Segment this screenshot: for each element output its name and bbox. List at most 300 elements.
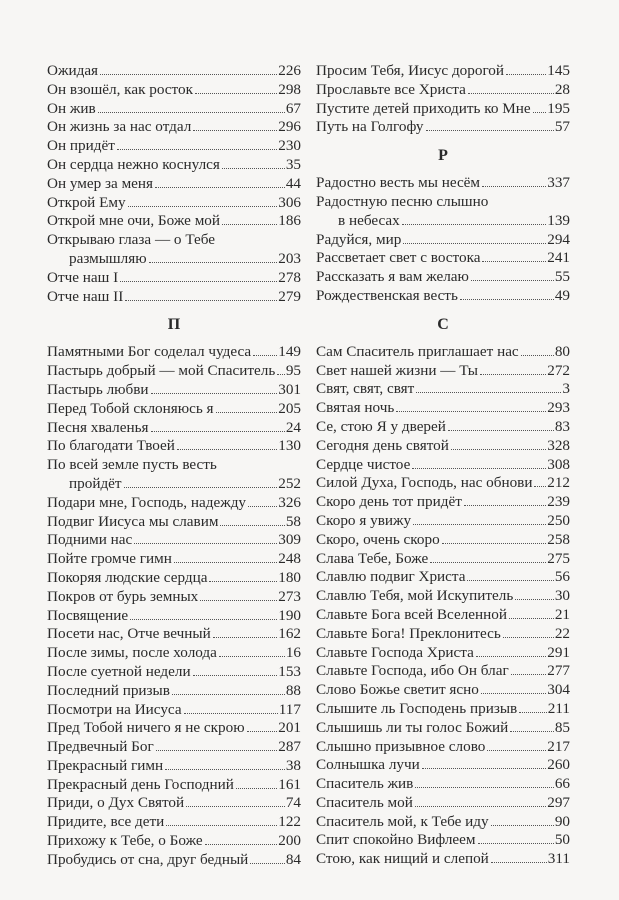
entry-title: Силой Духа, Господь, нас обнови [316,474,533,492]
dot-leader [248,506,277,507]
index-entry [316,474,570,493]
index-entry [316,418,570,437]
entry-title: Придите, все дети [47,813,165,831]
index-entry [316,380,570,399]
index-entry [47,137,301,156]
entry-title: Просим Тебя, Иисус дорогой [316,62,505,79]
index-entry [316,794,570,813]
entry-title: Прихожу к Тебе, о Боже [47,832,203,850]
dot-leader [464,505,546,506]
dot-leader [151,431,285,432]
entry-title-continuation: размышляю [69,249,147,267]
dot-leader [236,788,277,789]
index-entry [47,531,301,550]
index-entry [47,494,301,513]
entry-page-number: 56 [554,568,570,586]
entry-page-number: 272 [547,361,570,379]
entry-page-number: 130 [278,437,301,455]
dot-leader [471,280,554,281]
index-entry [47,794,301,813]
entry-title: Славлю подвиг Христа [316,568,466,586]
entry-title: Славьте Господа Христа [316,643,474,661]
entry-page-number: 291 [547,643,570,661]
entry-title: Он жив [47,99,96,117]
entry-page-number: 297 [547,793,570,811]
entry-page-number: 258 [547,530,570,548]
entry-title: Последний призыв [47,681,170,699]
index-entry [316,700,570,719]
index-entry [47,851,301,870]
dot-leader [412,468,546,469]
entry-title: Стою, как нищий и слепой [316,850,489,868]
entry-page-number: 304 [547,681,570,699]
index-entry [47,456,301,494]
index-entry [316,568,570,587]
dot-leader [521,355,554,356]
dot-leader [534,486,546,487]
index-entry [47,156,301,175]
entry-page-number: 30 [554,587,570,605]
dot-leader [510,731,553,732]
entry-page-number: 95 [285,362,301,380]
index-entry [316,831,570,850]
entry-title: Скоро день тот придёт [316,493,462,511]
entry-page-number: 90 [554,812,570,830]
entry-page-number: 226 [278,62,301,79]
dot-leader [120,281,277,282]
dot-leader [130,619,277,620]
dot-leader [193,675,278,676]
index-entry [316,681,570,700]
dot-leader [177,449,277,450]
dot-leader [216,412,278,413]
index-entry [316,625,570,644]
index-entry [316,775,570,794]
index-entry [316,813,570,832]
dot-leader [193,130,277,131]
entry-title: Приди, о Дух Святой [47,794,185,812]
index-entry [316,512,570,531]
entry-page-number: 308 [547,455,570,473]
entry-page-number: 21 [554,605,570,623]
entry-page-number: 84 [285,850,301,868]
entry-page-number: 85 [554,718,570,736]
entry-title: Открываю глаза — о Тебе [47,231,216,249]
dot-leader [213,637,278,638]
dot-leader [117,149,277,150]
index-entry [47,588,301,607]
dot-leader [519,712,547,713]
entry-page-number: 195 [547,99,570,117]
entry-page-number: 298 [278,80,301,98]
entry-title-continuation: пройдёт [69,474,122,492]
dot-leader [396,411,546,412]
entry-title: Солнышка лучи [316,756,420,774]
entry-title: Песня хваленья [47,418,149,436]
index-entry [47,194,301,213]
entry-title: Слышишь ли ты голос Божий [316,718,509,736]
entry-page-number: 311 [547,850,570,868]
dot-leader [222,168,285,169]
dot-leader [134,543,277,544]
dot-leader [128,206,278,207]
dot-leader [467,580,553,581]
entry-page-number: 241 [547,249,570,267]
entry-title: Пустите детей приходить ко Мне [316,99,531,117]
entry-page-number: 278 [278,268,301,286]
entry-page-number: 260 [547,756,570,774]
entry-title: Покров от бурь земных [47,587,199,605]
entry-title: Прекрасный гимн [47,756,164,774]
entry-page-number: 287 [278,738,301,756]
index-entry [47,288,301,307]
entry-title: Путь на Голгофу [316,118,424,136]
entry-page-number: 296 [278,118,301,136]
entry-page-number: 250 [547,511,570,529]
entry-title: Памятными Бог соделал чудеса [47,343,252,361]
entry-page-number: 161 [278,775,301,793]
entry-title: Предвечный Бог [47,738,154,756]
dot-leader [200,600,277,601]
entry-title: Спаситель мой, к Тебе иду [316,812,489,830]
index-entry [47,701,301,720]
dot-leader [149,262,278,263]
entry-title: Подними нас [47,531,133,549]
index-entry [316,662,570,681]
dot-leader [426,130,554,131]
entry-page-number: 35 [285,155,301,173]
dot-leader [250,863,285,864]
dot-leader [430,562,546,563]
dot-leader [481,693,546,694]
index-section [47,315,301,869]
dot-leader [451,449,546,450]
entry-title: После суетной недели [47,662,191,680]
dot-leader [124,487,278,488]
entry-continuation-line [47,250,301,269]
entry-page-number: 57 [554,118,570,136]
entry-page-number: 28 [554,80,570,98]
index-entry [47,550,301,569]
entry-page-number: 230 [278,137,301,155]
index-entry [316,62,570,81]
dot-leader [151,393,278,394]
dot-leader [468,93,554,94]
entry-page-number: 217 [547,737,570,755]
index-entry [47,212,301,231]
entry-page-number: 203 [278,249,301,267]
dot-leader [415,787,553,788]
entry-page-number: 49 [554,286,570,304]
index-entry [47,682,301,701]
entry-title: Он взошёл, как росток [47,80,193,98]
index-section [316,62,570,137]
entry-page-number: 201 [278,719,301,737]
index-entry [47,813,301,832]
entry-title: Слышите ль Господень призыв [316,699,518,717]
index-entry [316,118,570,137]
index-entry [316,362,570,381]
entry-title: Спит спокойно Вифлеем [316,831,476,849]
dot-leader [506,74,546,75]
entry-page-number: 122 [278,813,301,831]
dot-leader [165,769,285,770]
entry-title: Радостную песню слышно [316,192,489,210]
dot-leader [415,806,546,807]
entry-page-number: 273 [278,587,301,605]
dot-leader [205,844,278,845]
index-entry [316,231,570,250]
entry-page-number: 162 [278,625,301,643]
index-entry [316,268,570,287]
dot-leader [503,637,554,638]
dot-leader [482,186,546,187]
dot-leader [509,618,554,619]
entry-title: Свет нашей жизни — Ты [316,361,478,379]
dot-leader [413,524,546,525]
index-entry [47,719,301,738]
index-entry [47,62,301,81]
index-entry [47,625,301,644]
entry-page-number: 212 [547,474,570,492]
entry-page-number: 145 [547,62,570,79]
dot-leader [174,562,277,563]
dot-leader [219,656,285,657]
entry-title: Он придёт [47,137,115,155]
entry-title: Отче наш I [47,268,119,286]
entry-page-number: 248 [278,550,301,568]
dot-leader [155,187,285,188]
entry-page-number: 205 [278,399,301,417]
index-entry [47,663,301,682]
section-letter-heading: С [437,315,449,333]
index-entry [316,249,570,268]
index-entry [316,531,570,550]
entry-title: Спаситель жив [316,775,414,793]
section-letter-heading: П [167,316,181,334]
entry-page-number: 117 [278,700,301,718]
entry-page-number: 139 [547,211,570,229]
dot-leader [247,731,278,732]
index-entry [47,269,301,288]
entry-title: Пред Тобой ничего я не скрою [47,719,245,737]
entry-page-number: 294 [547,230,570,248]
dot-leader [511,674,547,675]
entry-page-number: 200 [278,832,301,850]
index-entry [316,587,570,606]
dot-leader [482,261,546,262]
entry-page-number: 50 [554,831,570,849]
entry-page-number: 67 [285,99,301,117]
entry-title: Славьте Бога! Преклонитесь [316,624,501,642]
entry-page-number: 74 [285,794,301,812]
index-entry [316,850,570,869]
dot-leader [403,243,546,244]
entry-page-number: 279 [278,287,301,305]
entry-page-number: 38 [285,756,301,774]
entry-title: Он сердца нежно коснулся [47,155,220,173]
entry-page-number: 293 [547,399,570,417]
entry-title: Прекрасный день Господний [47,775,234,793]
entry-title: Радуйся, мир [316,230,402,248]
index-entry [47,644,301,663]
index-section [316,146,570,306]
entry-page-number: 88 [285,681,301,699]
entry-page-number: 153 [278,662,301,680]
index-entry [47,607,301,626]
entry-title: Пойте громче гимн [47,550,172,568]
entry-title: Ожидая [47,62,99,79]
dot-leader [222,224,277,225]
index-entry [316,493,570,512]
dot-leader [277,374,285,375]
entry-continuation-line [47,475,301,494]
entry-title: Перед Тобой склоняюсь я [47,399,214,417]
index-entry [316,193,570,231]
dot-leader [533,112,547,113]
entry-page-number: 55 [554,268,570,286]
entry-page-number: 44 [285,174,301,192]
entry-page-number: 337 [547,174,570,192]
index-entry [316,606,570,625]
index-entry [47,776,301,795]
index-column-right [316,62,570,869]
index-entry [316,287,570,306]
entry-page-number: 3 [562,380,570,398]
entry-title: Слава Тебе, Боже [316,549,429,567]
entry-page-number: 149 [278,343,301,361]
entry-title: Прославьте все Христа [316,80,466,98]
entry-title: Сегодня день святой [316,436,449,454]
entry-continuation-line [316,212,570,231]
index-entry [47,513,301,532]
entry-page-number: 326 [278,493,301,511]
dot-leader [125,300,277,301]
entry-title: Рассветает свет с востока [316,249,481,267]
dot-leader [195,93,277,94]
entry-page-number: 58 [285,512,301,530]
entry-page-number: 275 [547,549,570,567]
entry-page-number: 252 [278,474,301,492]
dot-leader [253,355,277,356]
dot-leader [515,599,554,600]
dot-leader [172,694,285,695]
entry-title: Рассказать я вам желаю [316,268,469,286]
entry-page-number: 211 [547,699,570,717]
dot-leader [487,750,546,751]
entry-title: Пробудись от сна, друг бедный [47,850,249,868]
index-entry [316,644,570,663]
entry-title: Рождественская весть [316,286,458,304]
entry-title: Славьте Господа, ибо Он благ [316,662,509,680]
index-section [316,315,570,869]
entry-page-number: 16 [285,644,301,662]
dot-leader [460,299,554,300]
entry-title: Сердце чистое [316,455,411,473]
dot-leader [186,806,285,807]
entry-title: Открой Ему [47,193,126,211]
entry-title: Скоро, очень скоро [316,530,440,548]
dot-leader [448,430,554,431]
entry-page-number: 306 [278,193,301,211]
index-entry [47,81,301,100]
dot-leader [478,843,554,844]
entry-page-number: 186 [278,212,301,230]
index-entry [47,738,301,757]
entry-page-number: 22 [554,624,570,642]
index-entry [316,399,570,418]
entry-title: Славлю Тебя, мой Искупитель [316,587,514,605]
dot-leader [184,713,278,714]
entry-title: После зимы, после холода [47,644,217,662]
index-column-left [47,62,301,870]
entry-title: Посмотри на Иисуса [47,700,182,718]
entry-title: Пастырь добрый — мой Спаситель [47,362,276,380]
index-entry [47,343,301,362]
index-entry [47,832,301,851]
entry-title: Он жизнь за нас отдал [47,118,192,136]
entry-title: Се, стою Я у дверей [316,417,446,435]
index-entry [316,174,570,193]
entry-title: По всей земле пусть весть [47,456,217,474]
entry-title: Подари мне, Господь, надежду [47,493,247,511]
index-entry [316,343,570,362]
dot-leader [491,862,547,863]
section-letter-heading: Р [438,147,448,165]
entry-title: Свят, свят, свят [316,380,415,398]
index-entry [47,100,301,119]
entry-title: Радостно весть мы несём [316,174,481,192]
entry-page-number: 83 [554,417,570,435]
entry-title: Скоро я увижу [316,511,412,529]
entry-page-number: 328 [547,436,570,454]
entry-title: По благодати Твоей [47,437,175,455]
entry-page-number: 239 [547,493,570,511]
entry-page-number: 277 [547,662,570,680]
dot-leader [476,656,546,657]
dot-leader [100,74,277,75]
entry-title: Спаситель мой [316,793,413,811]
entry-page-number: 309 [278,531,301,549]
dot-leader [422,768,546,769]
entry-title: Подвиг Иисуса мы славим [47,512,219,530]
entry-title: Пастырь любви [47,380,149,398]
entry-title: Посвящение [47,606,129,624]
index-entry [47,118,301,137]
dot-leader [480,374,546,375]
entry-title: Слово Божье светит ясно [316,681,479,699]
entry-page-number: 180 [278,568,301,586]
dot-leader [166,825,277,826]
index-section [47,62,301,306]
dot-leader [220,525,284,526]
dot-leader [491,825,554,826]
index-entry [47,175,301,194]
entry-title: Отче наш II [47,287,124,305]
entry-page-number: 24 [285,418,301,436]
dot-leader [98,112,285,113]
entry-title: Открой мне очи, Боже мой [47,212,221,230]
index-entry [316,550,570,569]
entry-page-number: 80 [554,342,570,360]
entry-page-number: 66 [554,775,570,793]
index-entry [316,738,570,757]
entry-title: Слышно призывное слово [316,737,486,755]
index-entry [47,419,301,438]
index-entry [316,437,570,456]
entry-title: Славьте Бога всей Вселенной [316,605,507,623]
dot-leader [209,581,277,582]
